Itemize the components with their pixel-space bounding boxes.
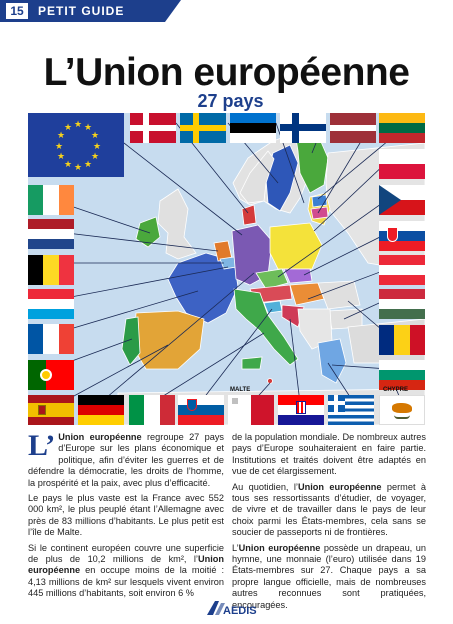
- article-p6-a: L’: [232, 542, 239, 553]
- label-malta: MALTE: [230, 387, 251, 393]
- flag-ireland: [28, 185, 74, 215]
- flag-sweden: [180, 113, 226, 143]
- flag-luxembourg: [28, 289, 74, 319]
- article-paragraph-5: [232, 482, 426, 539]
- flag-greece: [328, 395, 374, 425]
- flag-belgium: [28, 255, 74, 285]
- svg-text:★: ★: [64, 160, 73, 170]
- flag-cyprus: [379, 395, 425, 425]
- article-paragraph-3: [28, 543, 224, 600]
- article-p6-b: Union européenne: [238, 542, 321, 553]
- publisher-logo: [205, 597, 257, 617]
- dropcap: L’: [28, 429, 56, 462]
- flag-romania: [379, 325, 425, 355]
- flag-hungary: [379, 289, 425, 319]
- article-p3-a: Si le continent européen couvre une superficie de plus de 10,2 millions de km², l’: [28, 542, 224, 565]
- page-title: L’Union européenne: [43, 51, 410, 94]
- header-band-slant: [165, 0, 181, 22]
- flag-bulgaria: [379, 360, 425, 390]
- flag-latvia: [330, 113, 376, 143]
- eu-stars-icon: [28, 113, 124, 177]
- flag-finland: [280, 113, 326, 143]
- flag-france: [28, 324, 74, 354]
- svg-text:★: ★: [57, 152, 66, 162]
- article-paragraph-6: [232, 543, 426, 611]
- publisher-name: AEDIS: [223, 605, 257, 617]
- svg-text:★: ★: [64, 123, 73, 133]
- svg-text:★: ★: [84, 123, 93, 133]
- article-p1-lead: Union européenne: [58, 432, 142, 442]
- flag-netherlands: [28, 219, 74, 249]
- article-paragraph-2: Le pays le plus vaste est la France avec 552 000 km², le plus peuplé étant l’Allemagne avec près de 83 millions d’habitants. Le plus petit est l’île de Malte.: [28, 493, 224, 538]
- svg-text:★: ★: [91, 152, 100, 162]
- flag-austria: [379, 255, 425, 285]
- svg-text:★: ★: [91, 131, 100, 141]
- svg-text:★: ★: [57, 131, 66, 141]
- flag-croatia: [278, 395, 324, 425]
- svg-text:★: ★: [55, 142, 64, 152]
- page-number: 15: [6, 3, 28, 19]
- flag-estonia: [230, 113, 276, 143]
- eu-map-figure: [28, 113, 425, 425]
- flag-slovakia: [379, 221, 425, 251]
- article-p1-rest: regroupe 27 pays d’Europe sur les plans économique et politique, afin d’éviter les guerres et de défendre la démocratie, les droits de l’homme, la prospérité et la paix, avec plus d’efficacité.: [28, 432, 225, 488]
- article-p5-c: permet à tous ses ressortissants d’étudier, de voyager, de vivre et de travailler dans le pays de leur choix parmi les États-membres, cela sans se soucier de passeports ni de frontières.: [232, 481, 427, 538]
- flag-slovenia: [178, 395, 224, 425]
- flag-czech-republic: [379, 185, 425, 215]
- svg-text:★: ★: [74, 120, 83, 130]
- flag-lithuania: [379, 113, 425, 143]
- svg-text:★: ★: [84, 160, 93, 170]
- flag-portugal: [28, 360, 74, 390]
- flag-italy: [129, 395, 175, 425]
- page-subtitle: 27 pays: [197, 91, 264, 111]
- flag-poland: [379, 149, 425, 179]
- article-p5-a: Au quotidien, l’: [232, 481, 298, 492]
- article-paragraph-1: [28, 429, 225, 489]
- svg-text:★: ★: [93, 142, 102, 152]
- series-title: PETIT GUIDE: [38, 4, 125, 18]
- header-band: [0, 0, 453, 22]
- flag-eu: [28, 113, 124, 177]
- flag-malta: [228, 395, 274, 425]
- article-column-right: [232, 432, 426, 615]
- flag-spain: [28, 395, 74, 425]
- article-p5-b: Union européenne: [297, 481, 382, 492]
- article-paragraph-4: de la population mondiale. De nombreux autres pays d’Europe souhaiteraient en faire partie. Institutions et traités doivent être adaptés en vue de cet élargissement.: [232, 432, 426, 477]
- aedis-logo-icon: [205, 597, 257, 617]
- flag-germany: [78, 395, 124, 425]
- flag-denmark: [130, 113, 176, 143]
- label-cyprus: CHYPRE: [383, 387, 409, 393]
- article-p3-b: Union européenne: [28, 554, 224, 576]
- article-p6-c: possède un drapeau, un hymne, une monnaie (l’euro) utilisée dans 19 États-membres sur 27. Chaque pays a sa propre langue officielle, mais de nombreuses autres reconnues sont pratiquées, encouragées.: [232, 542, 427, 610]
- article-p3-c: en occupe moins de la moitié : 4,13 millions de km² sur lesquels vivent environ 445 millions d’habitants, soit environ 6 %: [28, 565, 224, 599]
- article-column-left: [28, 429, 225, 604]
- svg-text:★: ★: [74, 163, 83, 173]
